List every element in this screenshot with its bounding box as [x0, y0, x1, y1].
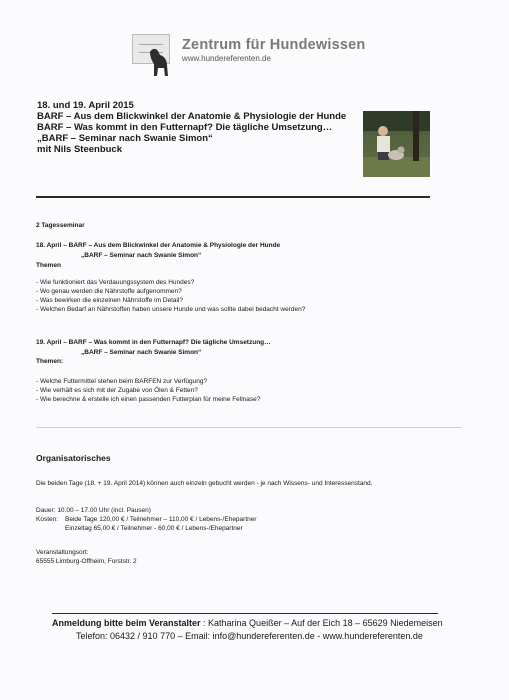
- list-item: - Wie verhält es sich mit der Zugabe von Ölen & Fetten?: [36, 387, 198, 394]
- venue-label: Veranstaltungsort:: [36, 549, 89, 556]
- day1-themen-label: Themen: [36, 262, 61, 269]
- registration-label: Anmeldung bitte beim Veranstalter: [52, 618, 201, 628]
- list-item: - Welche Futtermittel stehen beim BARFEN zur Verfügung?: [36, 378, 208, 385]
- section-divider: [36, 427, 462, 428]
- day1-subtitle: „BARF – Seminar nach Swanie Simon“: [81, 252, 202, 259]
- speaker-photo: [363, 111, 430, 177]
- event-subtitle: „BARF – Seminar nach Swanie Simon“: [37, 133, 213, 144]
- event-speaker: mit Nils Steenbuck: [37, 144, 122, 155]
- day2-subtitle: „BARF – Seminar nach Swanie Simon“: [81, 349, 202, 356]
- event-title-day1: BARF – Aus dem Blickwinkel der Anatomie & Physiologie der Hunde: [37, 111, 347, 122]
- org-heading: Organisatorisches: [36, 453, 111, 463]
- event-date: 18. und 19. April 2015: [37, 100, 134, 111]
- registration-line: [52, 618, 443, 628]
- duration: Dauer: 10.00 – 17.00 Uhr (incl. Pausen): [36, 507, 151, 514]
- contact-line[interactable]: Telefon: 06432 / 910 770 – Email: info@hundereferenten.de - www.hundereferenten.de: [76, 631, 423, 641]
- speaker-with-dog-photo: [363, 111, 430, 177]
- event-title-day2: BARF – Was kommt in den Futternapf? Die tägliche Umsetzung…: [37, 122, 333, 133]
- section-divider: [36, 196, 430, 198]
- logo-url[interactable]: www.hundereferenten.de: [182, 54, 271, 63]
- footer-divider: [52, 613, 438, 614]
- day2-themen-label: Themen:: [36, 358, 64, 365]
- list-item: - Was bewirken die einzelnen Nährstoffe im Detail?: [36, 297, 184, 304]
- logo-title: Zentrum für Hundewissen: [182, 37, 366, 53]
- list-item: - Wie berechne & erstelle ich einen passenden Futterplan für meine Fellnase?: [36, 396, 261, 403]
- costs-label: Kosten:: [36, 516, 59, 523]
- list-item: - Wie funktioniert das Verdauungssystem des Hundes?: [36, 279, 195, 286]
- venue-address: 65555 Limburg-Offheim, Forststr. 2: [36, 558, 137, 565]
- dog-logo-icon: [146, 46, 172, 80]
- day1-title: 18. April – BARF – Aus dem Blickwinkel der Anatomie & Physiologie der Hunde: [36, 242, 281, 249]
- seminar-type: 2 Tagesseminar: [36, 222, 85, 229]
- list-item: - Welchen Bedarf an Nährstoffen haben unsere Hunde und was sollte dabei bedacht werden?: [36, 306, 306, 313]
- costs-single-day: Einzeltag 65,00 € / Teilnehmer - 60,00 € / Lebens-/Ehepartner: [65, 525, 243, 532]
- day2-title: 19. April – BARF – Was kommt in den Futternapf? Die tägliche Umsetzung…: [36, 339, 271, 346]
- costs-both-days: Beide Tage 120,00 € / Teilnehmer – 110,00 € / Lebens-/Ehepartner: [65, 516, 257, 523]
- list-item: - Wo genau werden die Nährstoffe aufgenommen?: [36, 288, 182, 295]
- booking-note: Die beiden Tage (18. + 19. April 2014) können auch einzeln gebucht werden - je nach Wissens- und Interessenstand.: [36, 480, 373, 487]
- registration-detail: : Katharina Queißer – Auf der Eich 18 – 65629 Niedemeisen: [200, 618, 443, 628]
